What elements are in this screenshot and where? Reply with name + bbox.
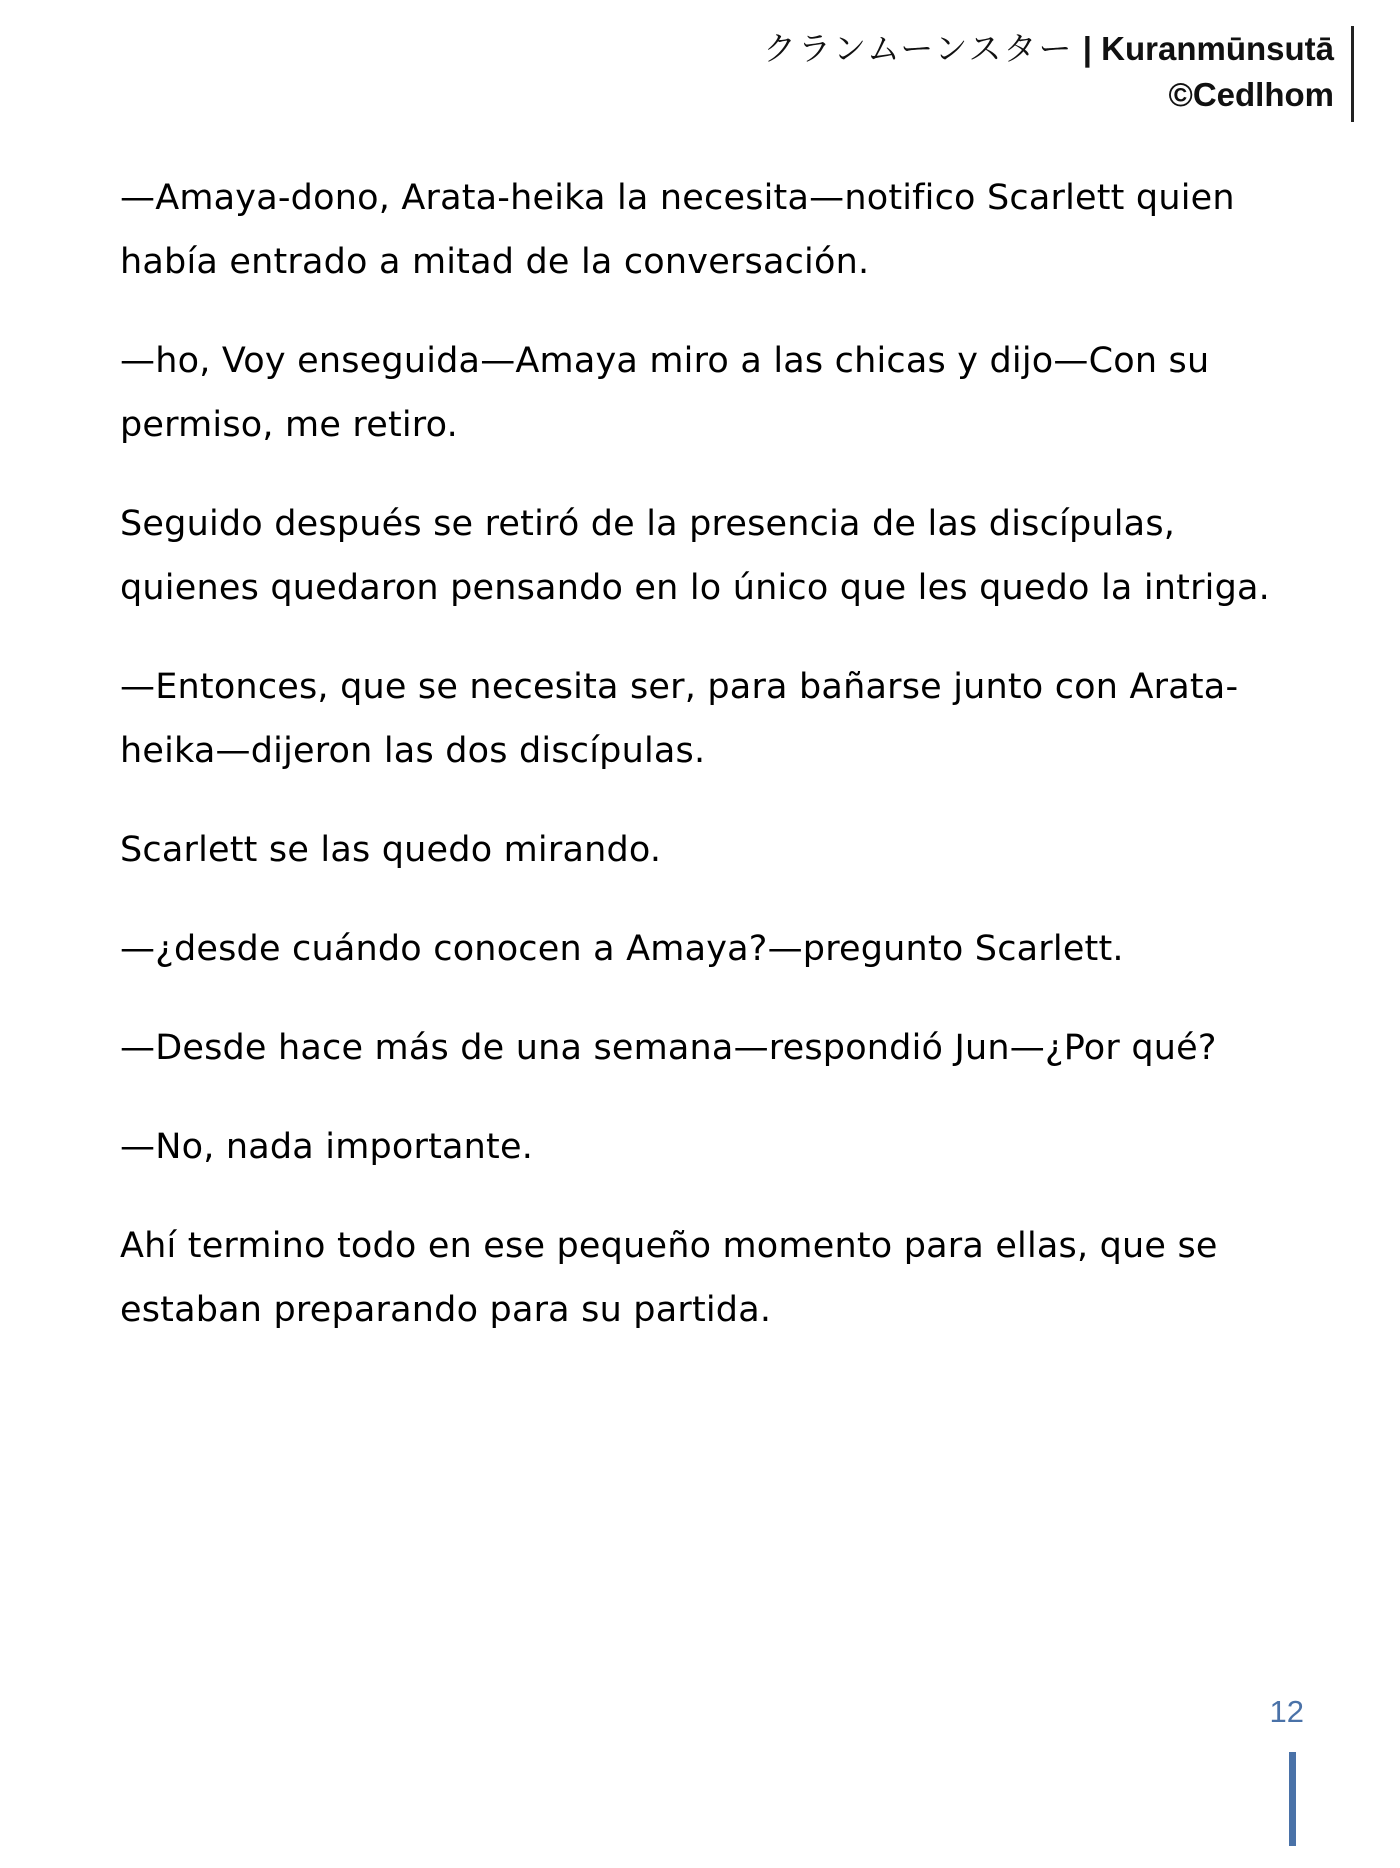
paragraph: Seguido después se retiró de la presencia de las discípulas, quienes quedaron pensando en lo único que les quedo la intriga.	[120, 504, 1270, 608]
header-title-romaji: Kuranmūnsutā	[1101, 30, 1334, 67]
header-separator: |	[1082, 30, 1092, 67]
header-text	[763, 26, 1334, 118]
paragraph: —¿desde cuándo conocen a Amaya?—pregunto Scarlett.	[120, 929, 1124, 969]
header-copyright: ©Cedlhom	[1168, 76, 1334, 113]
paragraph: Scarlett se las quedo mirando.	[120, 830, 662, 870]
header-title-jp: クランムーンスター	[763, 30, 1074, 67]
paragraph: Ahí termino todo en ese pequeño momento para ellas, que se estaban preparando para su partida.	[120, 1226, 1218, 1330]
running-header	[634, 26, 1354, 122]
page-number-rule	[1289, 1752, 1296, 1846]
paragraph: —Amaya-dono, Arata-heika la necesita—notifico Scarlett quien había entrado a mitad de la conversación.	[120, 178, 1235, 282]
page-body	[120, 166, 1320, 1377]
paragraph: —ho, Voy enseguida—Amaya miro a las chicas y dijo—Con su permiso, me retiro.	[120, 341, 1210, 445]
paragraph: —Entonces, que se necesita ser, para bañarse junto con Arata-heika—dijeron las dos discípulas.	[120, 667, 1239, 771]
page-number: 12	[1269, 1694, 1304, 1729]
header-title-line	[763, 26, 1334, 72]
paragraph: —No, nada importante.	[120, 1127, 534, 1167]
header-vertical-rule	[1351, 26, 1354, 122]
paragraph: —Desde hace más de una semana—respondió Jun—¿Por qué?	[120, 1028, 1217, 1068]
